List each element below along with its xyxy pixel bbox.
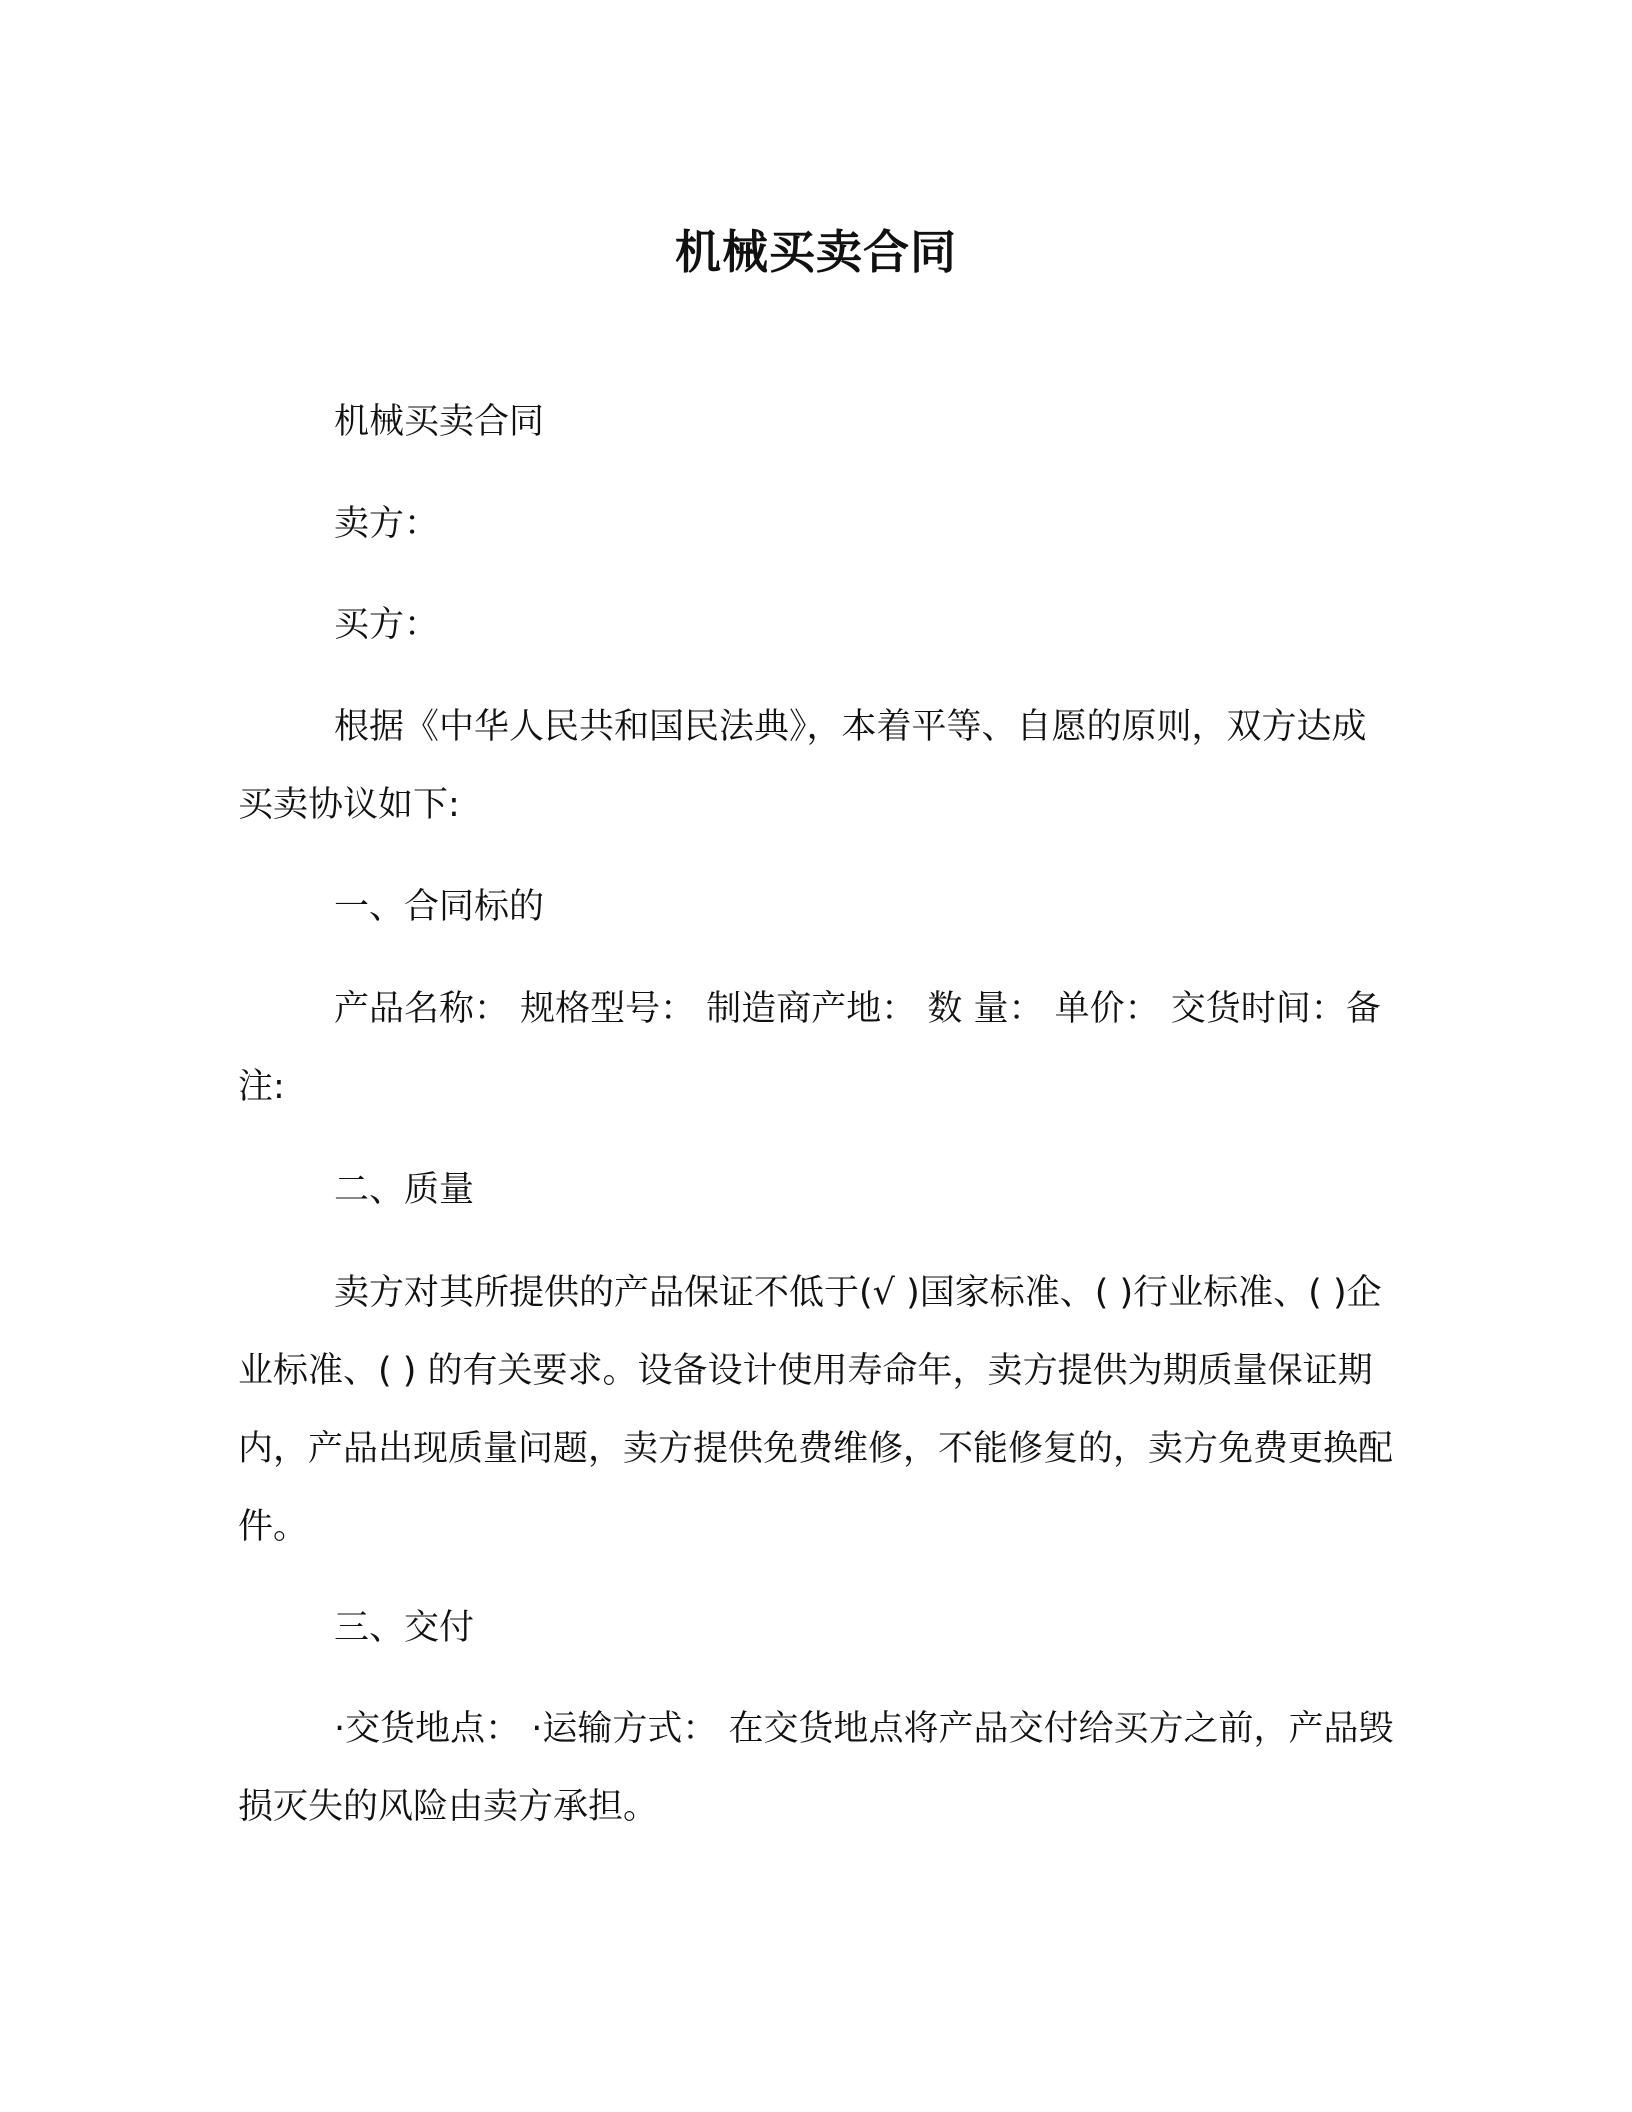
section-heading-delivery: 三、交付: [334, 1608, 475, 1648]
paragraph-buyer: 买方：: [334, 605, 440, 645]
paragraph-seller: 卖方：: [334, 504, 440, 544]
section-heading-quality: 二、质量: [334, 1170, 475, 1210]
paragraph-product-fields: 产品名称： 规格型号： 制造商产地： 数 量： 单价： 交货时间：备注:: [238, 989, 1381, 1107]
document-title: 机械买卖合同: [675, 225, 957, 279]
paragraph-contract-name: 机械买卖合同: [334, 402, 545, 442]
section-heading-subject: 一、合同标的: [334, 887, 545, 927]
paragraph-preamble: 根据《中华人民共和国民法典》，本着平等、自愿的原则，双方达成买卖协议如下:: [238, 707, 1367, 825]
paragraph-delivery-terms: ·交货地点： ·运输方式： 在交货地点将产品交付给买方之前，产品毁损灭失的风险由卖方承担。: [238, 1709, 1394, 1827]
paragraph-quality-terms: 卖方对其所提供的产品保证不低于(√ )国家标准、( )行业标准、( )企业标准、( ) 的有关要求。设备设计使用寿命年，卖方提供为期质量保证期内，产品出现质量问题，卖方提供免费维修，不能修复的，卖方免费更换配件。: [238, 1273, 1394, 1547]
